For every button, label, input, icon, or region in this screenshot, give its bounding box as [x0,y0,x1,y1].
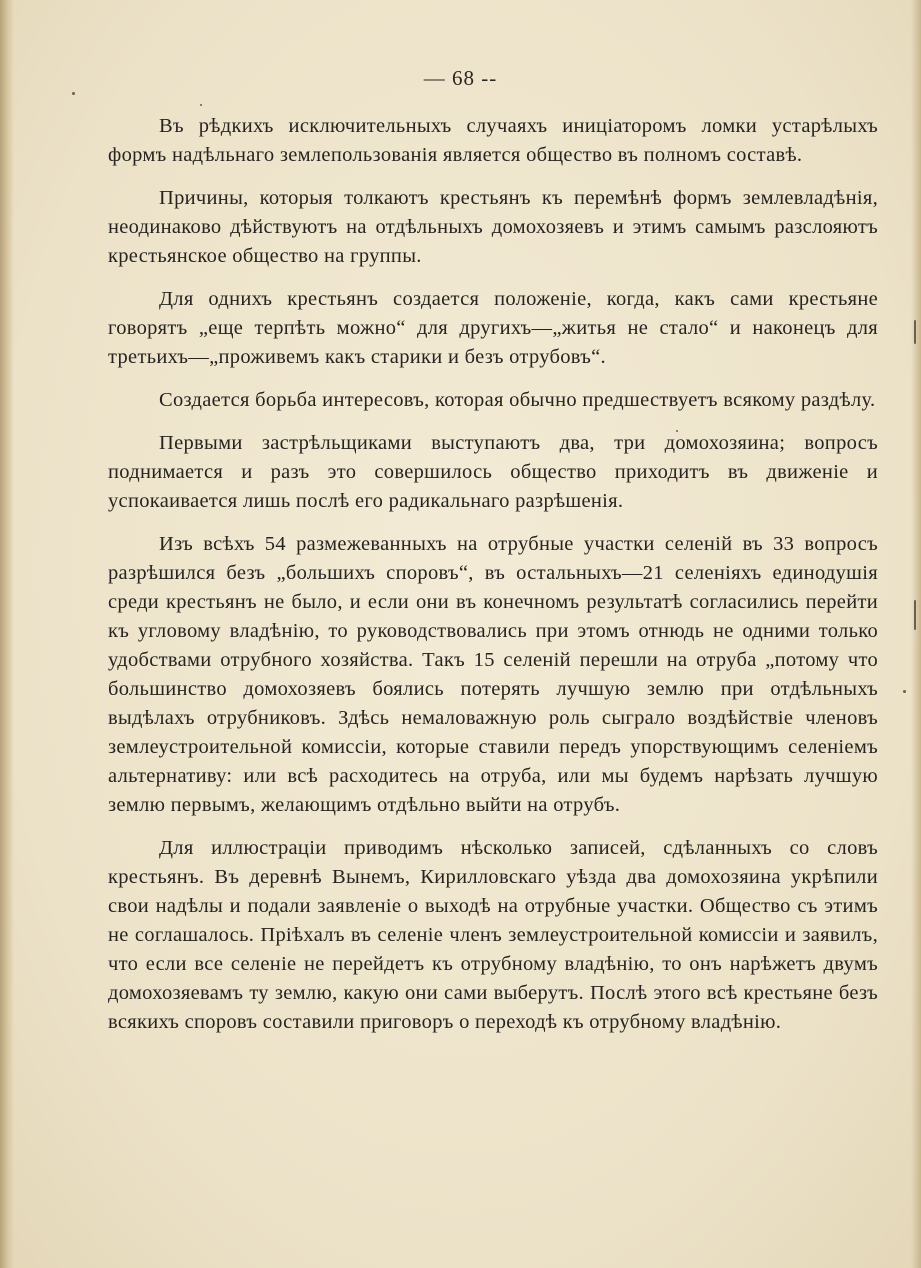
paper-speck [914,600,916,630]
paper-speck [72,92,75,95]
paper-speck [676,430,678,432]
paragraph: Въ рѣдкихъ исключительныхъ случаяхъ иниціаторомъ ломки устарѣлыхъ формъ надѣльнаго землепользованія является общество въ полномъ составѣ. [108,115,878,166]
paragraph: Для иллюстраціи приводимъ нѣсколько записей, сдѣланныхъ со словъ крестьянъ. Въ деревнѣ Вынемъ, Кирилловскаго уѣзда два домохозяина укрѣпили свои надѣлы и подали заявленіе о выходѣ на отрубные участки. Общество съ этимъ не соглашалось. Пріѣхалъ въ селеніе членъ землеустроительной комиссіи и заявилъ, что если все селеніе не перейдетъ къ отрубному владѣнію, то онъ нарѣжетъ двумъ домохозяевамъ ту землю, какую они сами выберутъ. Послѣ этого всѣ крестьяне безъ всякихъ споровъ составили приговоръ о переходѣ къ отрубному владѣнію. [108,837,878,1033]
paper-speck [914,320,916,344]
paper-speck [200,104,202,106]
page-right-edge [911,0,921,1268]
paragraph: Первыми застрѣльщиками выступаютъ два, три домохозяина; вопросъ поднимается и разъ это совершилось общество приходитъ въ движеніе и успокаивается лишь послѣ его радикальнаго разрѣшенія. [108,432,878,512]
page-left-edge [0,0,14,1268]
paragraph: Создается борьба интересовъ, которая обычно предшествуетъ всякому раздѣлу. [159,389,876,411]
paragraph: Причины, которыя толкаютъ крестьянъ къ перемѣнѣ формъ землевладѣнія, неодинаково дѣйствуютъ на отдѣльныхъ домохозяевъ и этимъ самымъ разслояютъ крестьянское общество на группы. [108,187,878,267]
paragraph: Изъ всѣхъ 54 размежеванныхъ на отрубные участки селеній въ 33 вопросъ разрѣшился безъ „большихъ споровъ“, въ остальныхъ—21 селеніяхъ единодушія среди крестьянъ не было, и если они въ конечномъ результатѣ согласились перейти къ угловому владѣнію, то руководствовались при этомъ отнюдь не одними только удобствами отрубного хозяйства. Такъ 15 селеній перешли на отруба „потому что большинство домохозяевъ боялись потерять лучшую землю при отдѣльныхъ выдѣлахъ отрубниковъ. Здѣсь немаловажную роль сыграло воздѣйствіе членовъ землеустроительной комиссіи, которые ставили передъ упорствующимъ селеніемъ альтернативу: или всѣ расходитесь на отруба, или мы будемъ нарѣзать лучшую землю первымъ, желающимъ отдѣльно выйти на отрубъ. [108,533,878,816]
page-number: — 68 -- [423,66,498,90]
body-text [108,112,878,1051]
paragraph: Для однихъ крестьянъ создается положеніе, когда, какъ сами крестьяне говорятъ „еще терпѣть можно“ для другихъ—„житья не стало“ и наконецъ для третьихъ—„проживемъ какъ старики и безъ отрубовъ“. [108,288,878,368]
paper-speck [903,690,906,693]
